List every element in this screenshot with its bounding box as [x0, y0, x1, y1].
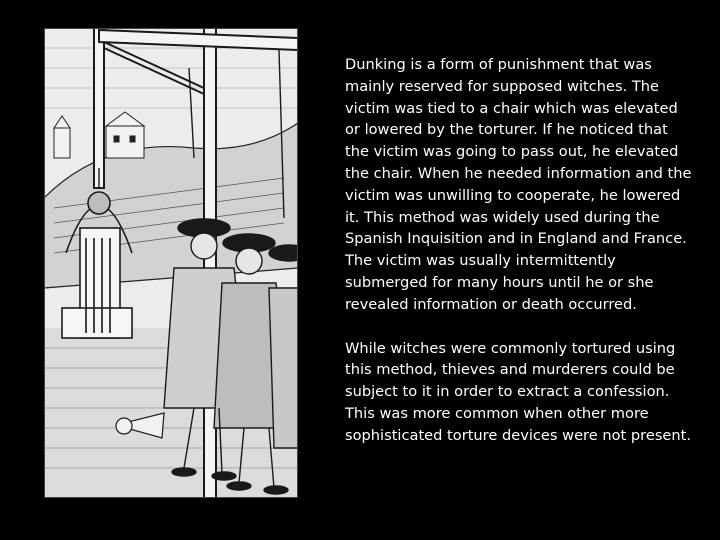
body-text: [345, 54, 695, 469]
paragraph-confession-use: While witches were commonly tortured using this method, thieves and murderers could be subject to it in order to extract a confession. This was more common when other more sophisticated torture devices were not present.: [345, 339, 692, 444]
woodcut-svg: [44, 28, 298, 498]
dunking-woodcut-illustration: [44, 28, 298, 498]
paragraph-dunking-description: Dunking is a form of punishment that was mainly reserved for supposed witches. The victim was tied to a chair which was elevated or lowered by the torturer. If he noticed that the victim was going to pass out, he elevated the chair. When he needed information and the victim was unwilling to cooperate, he lowered it. This method was widely used during the Spanish Inquisition and in England and France. The victim was usually intermittently submerged for many hours until he or she revealed information or death occurred.: [345, 56, 692, 313]
